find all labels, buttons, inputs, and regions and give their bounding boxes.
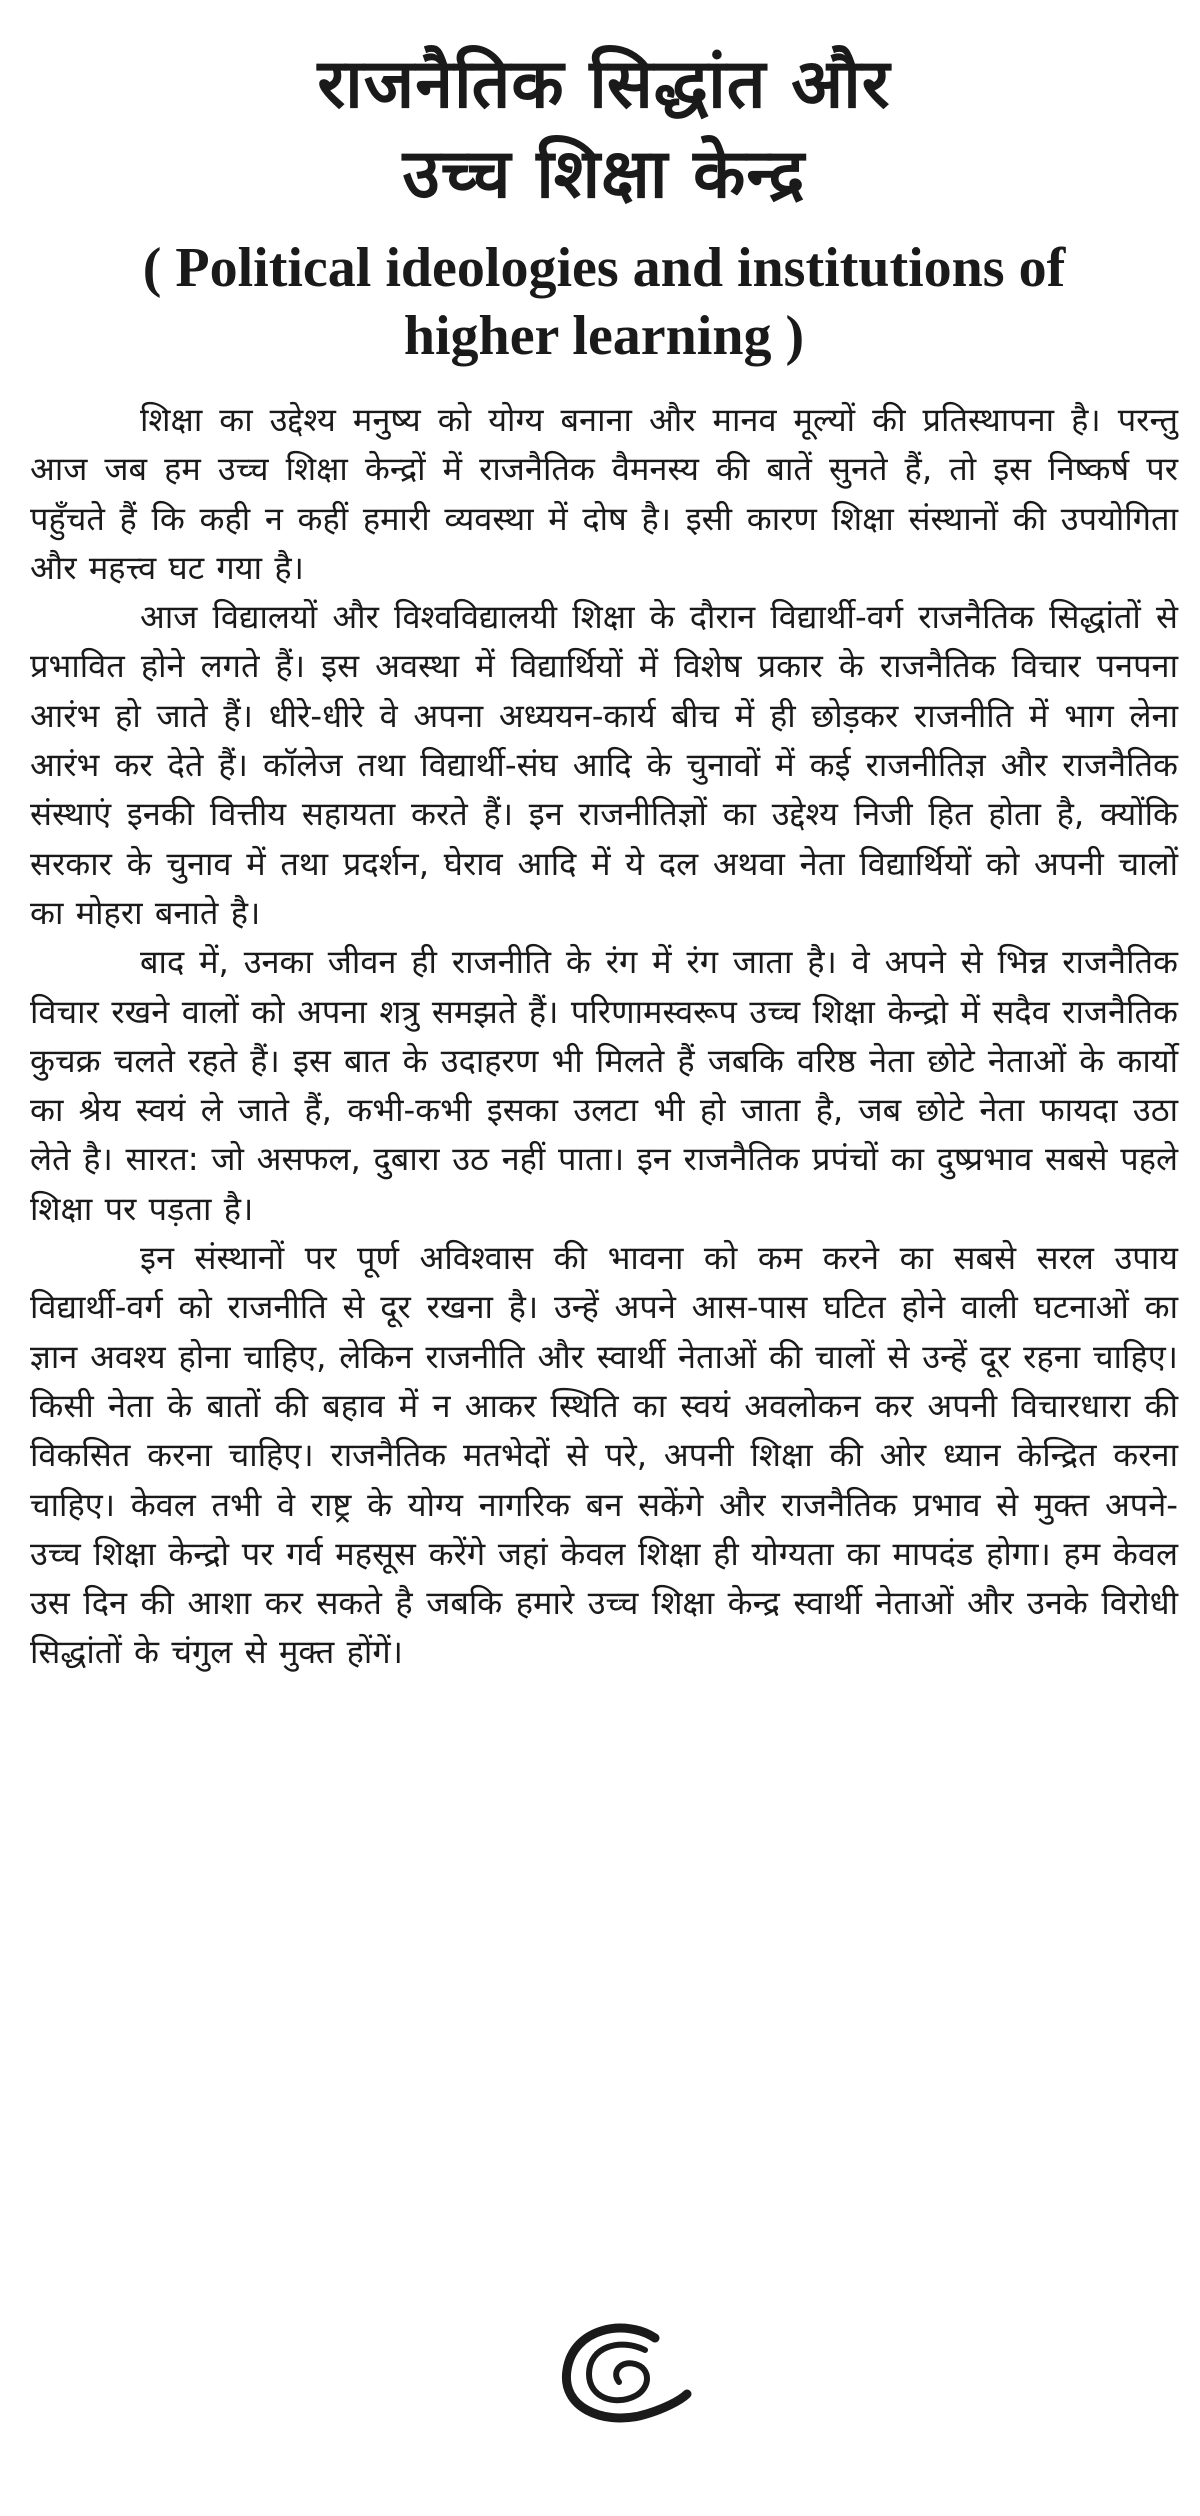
article-body bbox=[30, 396, 1178, 1678]
title-english-line-2: higher learning ) bbox=[403, 305, 805, 367]
paragraph-2: आज विद्यालयों और विश्वविद्यालयी शिक्षा के दौरान विद्यार्थी-वर्ग राजनैतिक सिद्धांतों से प्रभावित होने लगते हैं। इस अवस्था में विद्यार्थियों में विशेष प्रकार के राजनैतिक विचार पनपना आरंभ हो जाते हैं। धीरे-धीरे वे अपना अध्ययन-कार्य बीच में ही छोड़कर राजनीति में भाग लेना आरंभ कर देते हैं। कॉलेज तथा विद्यार्थी-संघ आदि के चुनावों में कई राजनीतिज्ञ और राजनैतिक संस्थाएं इनकी वित्तीय सहायता करते हैं। इन राजनीतिज्ञों का उद्देश्य निजी हित होता है, क्योंकि सरकार के चुनाव में तथा प्रदर्शन, घेराव आदि में ये दल अथवा नेता विद्यार्थियों को अपनी चालों का मोहरा बनाते है। bbox=[30, 598, 1178, 932]
title-hindi-line-1: राजनैतिक सिद्धांत और bbox=[317, 45, 891, 124]
swirl-ornament-icon bbox=[555, 2320, 695, 2430]
title-english-line-1: ( Political ideologies and institutions of bbox=[142, 237, 1066, 299]
paragraph-1: शिक्षा का उद्देश्य मनुष्य को योग्य बनाना और मानव मूल्यों की प्रतिस्थापना है। परन्तु आज जब हम उच्च शिक्षा केन्द्रों में राजनैतिक वैमनस्य की बातें सुनते हैं, तो इस निष्कर्ष पर पहुँचते हैं कि कही न कहीं हमारी व्यवस्था में दोष है। इसी कारण शिक्षा संस्थानों की उपयोगिता और महत्त्व घट गया है। bbox=[30, 401, 1178, 587]
paragraph-4: इन संस्थानों पर पूर्ण अविश्वास की भावना को कम करने का सबसे सरल उपाय विद्यार्थी-वर्ग को राजनीति से दूर रखना है। उन्हें अपने आस-पास घटित होने वाली घटनाओं का ज्ञान अवश्य होना चाहिए, लेकिन राजनीति और स्वार्थी नेताओं की चालों से उन्हें दूर रहना चाहिए। किसी नेता के बातों की बहाव में न आकर स्थिति का स्वयं अवलोकन कर अपनी विचारधारा की विकसित करना चाहिए। राजनैतिक मतभेदों से परे, अपनी शिक्षा की ओर ध्यान केन्द्रित करना चाहिए। केवल तभी वे राष्ट्र के योग्य नागरिक बन सकेंगे और राजनैतिक प्रभाव से मुक्त अपने-उच्च शिक्षा केन्द्रो पर गर्व महसूस करेंगे जहां केवल शिक्षा ही योग्यता का मापदंड होगा। हम केवल उस दिन की आशा कर सकते है जबकि हमारे उच्च शिक्षा केन्द्र स्वार्थी नेताओं और उनके विरोधी सिद्धांतों के चंगुल से मुक्त होंगें। bbox=[30, 1239, 1178, 1672]
paragraph-3: बाद में, उनका जीवन ही राजनीति के रंग में रंग जाता है। वे अपने से भिन्न राजनैतिक विचार रखने वालों को अपना शत्रु समझते हैं। परिणामस्वरूप उच्च शिक्षा केन्द्रो में सदैव राजनैतिक कुचक्र चलते रहते हैं। इस बात के उदाहरण भी मिलते हैं जबकि वरिष्ठ नेता छोटे नेताओं के कार्यो का श्रेय स्वयं ले जाते हैं, कभी-कभी इसका उलटा भी हो जाता है, जब छोटे नेता फायदा उठा लेते है। सारत: जो असफल, दुबारा उठ नहीं पाता। इन राजनैतिक प्रपंचों का दुष्प्रभाव सबसे पहले शिक्षा पर पड़ता है। bbox=[30, 943, 1178, 1228]
title-hindi-line-2: उच्च शिक्षा केन्द्र bbox=[402, 135, 806, 214]
title-english bbox=[30, 234, 1178, 370]
